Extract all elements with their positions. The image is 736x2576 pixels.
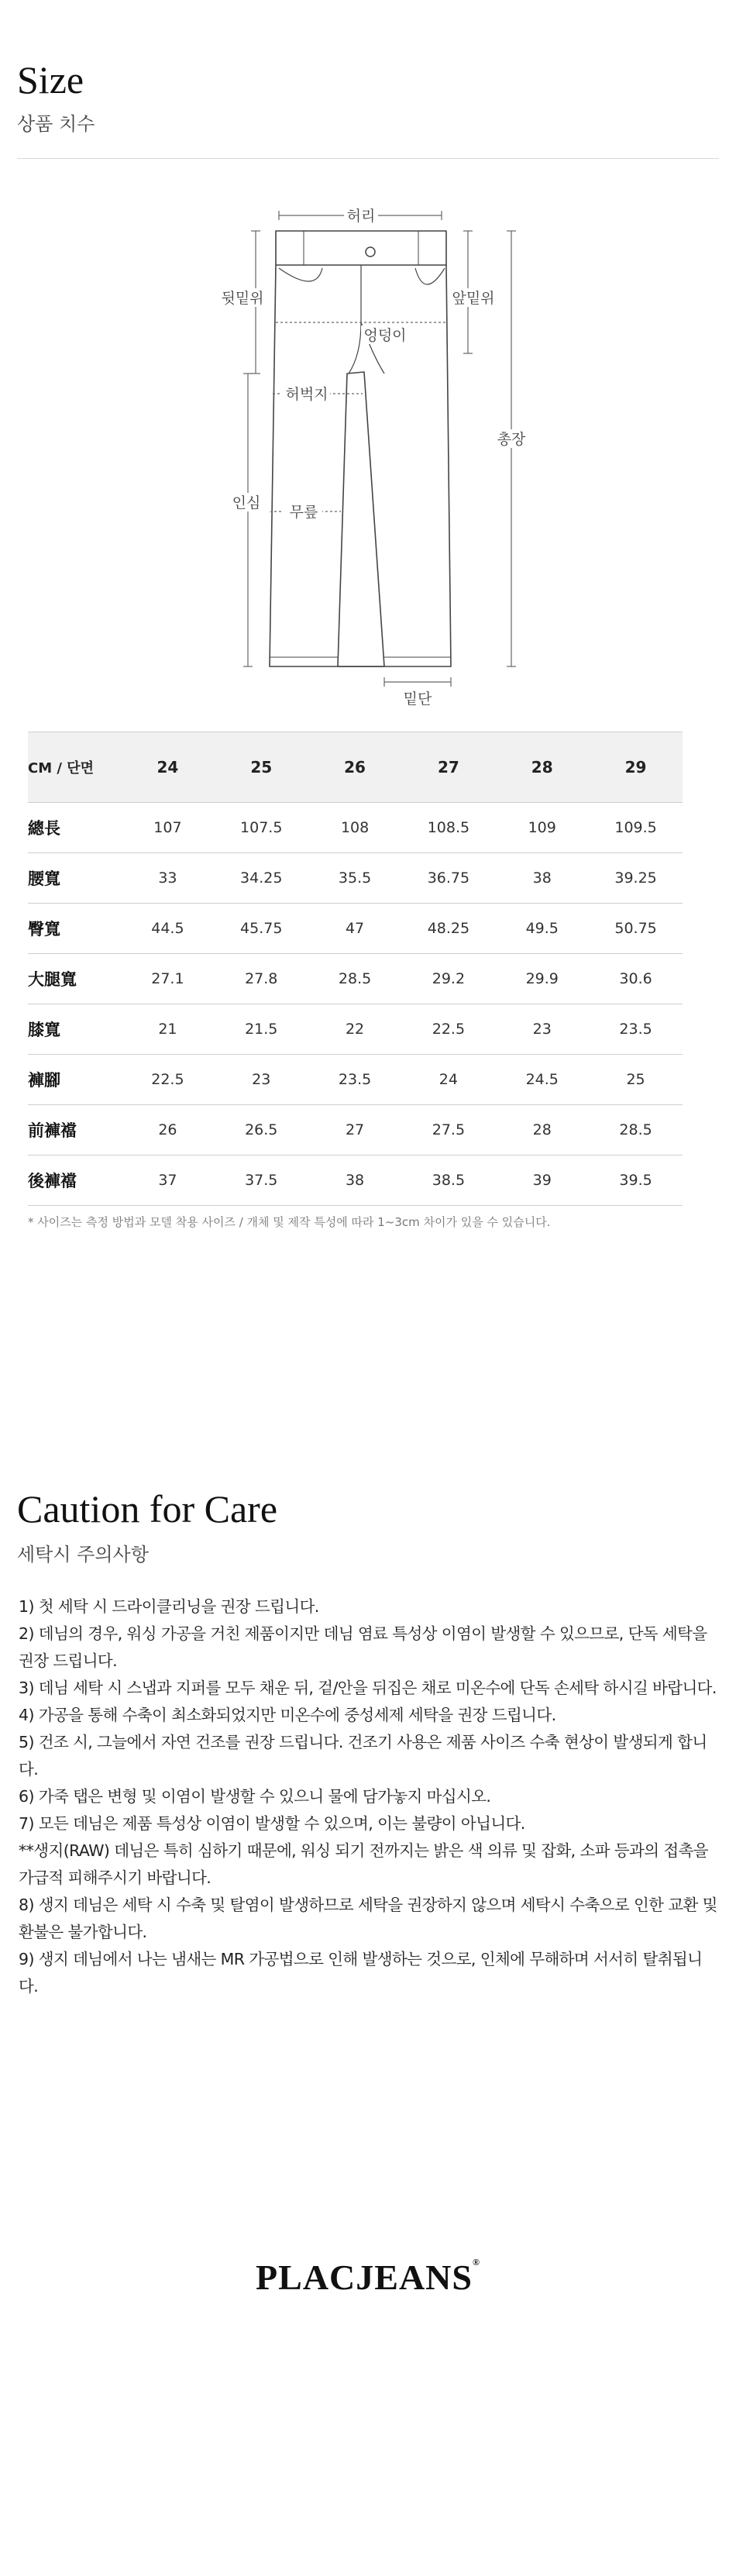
table-cell: 23 (495, 1004, 589, 1055)
table-cell: 107 (121, 803, 215, 853)
label-thigh: 허벅지 (285, 386, 328, 403)
table-cell: 30.6 (589, 954, 683, 1004)
table-cell: 107.5 (215, 803, 308, 853)
table-cell: 47 (308, 904, 402, 954)
row-label: 膝寬 (28, 1004, 121, 1055)
table-header-cell: 25 (215, 732, 308, 803)
care-line: 5) 건조 시, 그늘에서 자연 건조를 권장 드립니다. 건조기 사용은 제품 사이즈 수축 현상이 발생되게 합니다. (19, 1733, 707, 1779)
brand-logo-text: PLACJEANS (256, 2257, 473, 2297)
care-line: 8) 생지 데님은 세탁 시 수축 및 탈염이 발생하므로 세탁을 권장하지 않으며 세탁시 수축으로 인한 교환 및 (19, 1896, 717, 1914)
care-title: Caution for Care (17, 1487, 278, 1531)
row-label: 總長 (28, 803, 121, 853)
table-cell: 37 (121, 1155, 215, 1206)
row-label: 腰寬 (28, 853, 121, 904)
button-icon (366, 247, 375, 257)
table-cell: 38.5 (401, 1155, 495, 1206)
table-cell: 109 (495, 803, 589, 853)
table-cell: 28 (495, 1105, 589, 1155)
table-cell: 28.5 (589, 1105, 683, 1155)
table-cell: 38 (308, 1155, 402, 1206)
row-label: 大腿寬 (28, 954, 121, 1004)
left-leg-outline (270, 265, 384, 666)
care-instructions-list (19, 1593, 721, 2000)
table-cell: 26.5 (215, 1105, 308, 1155)
table-cell: 24 (401, 1055, 495, 1105)
table-cell: 50.75 (589, 904, 683, 954)
right-pocket (415, 268, 445, 284)
table-row (28, 1055, 683, 1105)
table-cell: 29.2 (401, 954, 495, 1004)
brand-logo (0, 2257, 736, 2298)
left-pocket (279, 268, 322, 281)
label-inseam: 인심 (232, 494, 261, 511)
table-cell: 23.5 (589, 1004, 683, 1055)
table-cell: 44.5 (121, 904, 215, 954)
table-cell: 23.5 (308, 1055, 402, 1105)
table-cell: 108 (308, 803, 402, 853)
table-header-cell: 28 (495, 732, 589, 803)
table-row (28, 1004, 683, 1055)
table-cell: 25 (589, 1055, 683, 1105)
table-cell: 28.5 (308, 954, 402, 1004)
table-row (28, 853, 683, 904)
care-line: 2) 데님의 경우, 워싱 가공을 거친 제품이지만 데님 염료 특성상 이염이 발생할 수 있으므로, 단독 세탁을 (19, 1624, 707, 1643)
table-row (28, 954, 683, 1004)
table-cell: 27.8 (215, 954, 308, 1004)
care-line: 가급적 피해주시기 바랍니다. (19, 1868, 212, 1887)
size-note: * 사이즈는 측정 방법과 모델 착용 사이즈 / 개체 및 제작 특성에 따라 1~3cm 차이가 있을 수 있습니다. (28, 1215, 551, 1229)
table-header-cell: 27 (401, 732, 495, 803)
care-line: 권장 드립니다. (19, 1651, 118, 1670)
table-cell: 108.5 (401, 803, 495, 853)
table-cell: 109.5 (589, 803, 683, 853)
care-line: 3) 데님 세탁 시 스냅과 지퍼를 모두 채운 뒤, 겉/안을 뒤집은 채로 미온수에 단독 손세탁 하시길 바랍니다. (19, 1679, 717, 1697)
fly-seam (349, 265, 361, 374)
table-cell: 21.5 (215, 1004, 308, 1055)
label-front-rise: 앞밑위 (452, 290, 495, 307)
label-waist: 허리 (346, 208, 376, 225)
table-cell: 39.25 (589, 853, 683, 904)
table-header-row (28, 732, 683, 803)
care-line: **생지(RAW) 데님은 특히 심하기 때문에, 워싱 되기 전까지는 밝은 색 의류 및 잡화, 소파 등과의 접촉을 (19, 1841, 708, 1860)
table-cell: 39.5 (589, 1155, 683, 1206)
registered-mark-icon: ® (472, 2257, 480, 2268)
table-cell: 36.75 (401, 853, 495, 904)
size-title: Size (17, 58, 84, 102)
table-cell: 21 (121, 1004, 215, 1055)
table-cell: 34.25 (215, 853, 308, 904)
table-cell: 23 (215, 1055, 308, 1105)
row-label: 前褲襠 (28, 1105, 121, 1155)
label-total-length: 총장 (497, 431, 526, 448)
label-hem: 밑단 (403, 690, 432, 708)
row-label: 臀寬 (28, 904, 121, 954)
table-cell: 38 (495, 853, 589, 904)
pants-measurement-diagram (0, 170, 736, 713)
table-cell: 24.5 (495, 1055, 589, 1105)
table-cell: 27.5 (401, 1105, 495, 1155)
care-subtitle: 세탁시 주의사항 (17, 1544, 149, 1565)
table-cell: 22 (308, 1004, 402, 1055)
table-row (28, 1155, 683, 1206)
table-cell: 22.5 (401, 1004, 495, 1055)
table-header-cell: CM / 단면 (28, 732, 121, 803)
row-label: 後褲襠 (28, 1155, 121, 1206)
table-cell: 33 (121, 853, 215, 904)
care-line: 7) 모든 데님은 제품 특성상 이염이 발생할 수 있으며, 이는 불량이 아닙니다. (19, 1814, 525, 1833)
size-subtitle: 상품 치수 (17, 113, 95, 135)
table-cell: 22.5 (121, 1055, 215, 1105)
table-cell: 26 (121, 1105, 215, 1155)
waistband-shape (276, 231, 446, 265)
care-line: 9) 생지 데님에서 나는 냄새는 MR 가공법으로 인해 발생하는 것으로, 인체에 무해하며 서서히 탈취됩니다. (19, 1950, 703, 1996)
table-cell: 45.75 (215, 904, 308, 954)
table-cell: 37.5 (215, 1155, 308, 1206)
care-line: 환불은 불가합니다. (19, 1923, 147, 1941)
row-label: 褲腳 (28, 1055, 121, 1105)
label-back-rise: 뒷밑위 (221, 290, 264, 307)
care-line: 6) 가죽 탭은 변형 및 이염이 발생할 수 있으니 물에 담가놓지 마십시오. (19, 1787, 491, 1806)
table-cell: 27.1 (121, 954, 215, 1004)
label-knee: 무릎 (289, 504, 318, 521)
table-header-cell: 29 (589, 732, 683, 803)
table-row (28, 1105, 683, 1155)
label-hip: 엉덩이 (363, 327, 407, 344)
table-cell: 27 (308, 1105, 402, 1155)
table-cell: 39 (495, 1155, 589, 1206)
section-divider (17, 158, 719, 159)
table-cell: 48.25 (401, 904, 495, 954)
table-row (28, 904, 683, 954)
size-table (28, 732, 683, 1206)
table-cell: 29.9 (495, 954, 589, 1004)
table-row (28, 803, 683, 853)
table-cell: 49.5 (495, 904, 589, 954)
care-line: 4) 가공을 통해 수축이 최소화되었지만 미온수에 중성세제 세탁을 권장 드립니다. (19, 1706, 556, 1724)
table-header-cell: 26 (308, 732, 402, 803)
right-leg-outline (338, 265, 451, 666)
care-line: 1) 첫 세탁 시 드라이클리닝을 권장 드립니다. (19, 1597, 319, 1616)
table-header-cell: 24 (121, 732, 215, 803)
table-cell: 35.5 (308, 853, 402, 904)
